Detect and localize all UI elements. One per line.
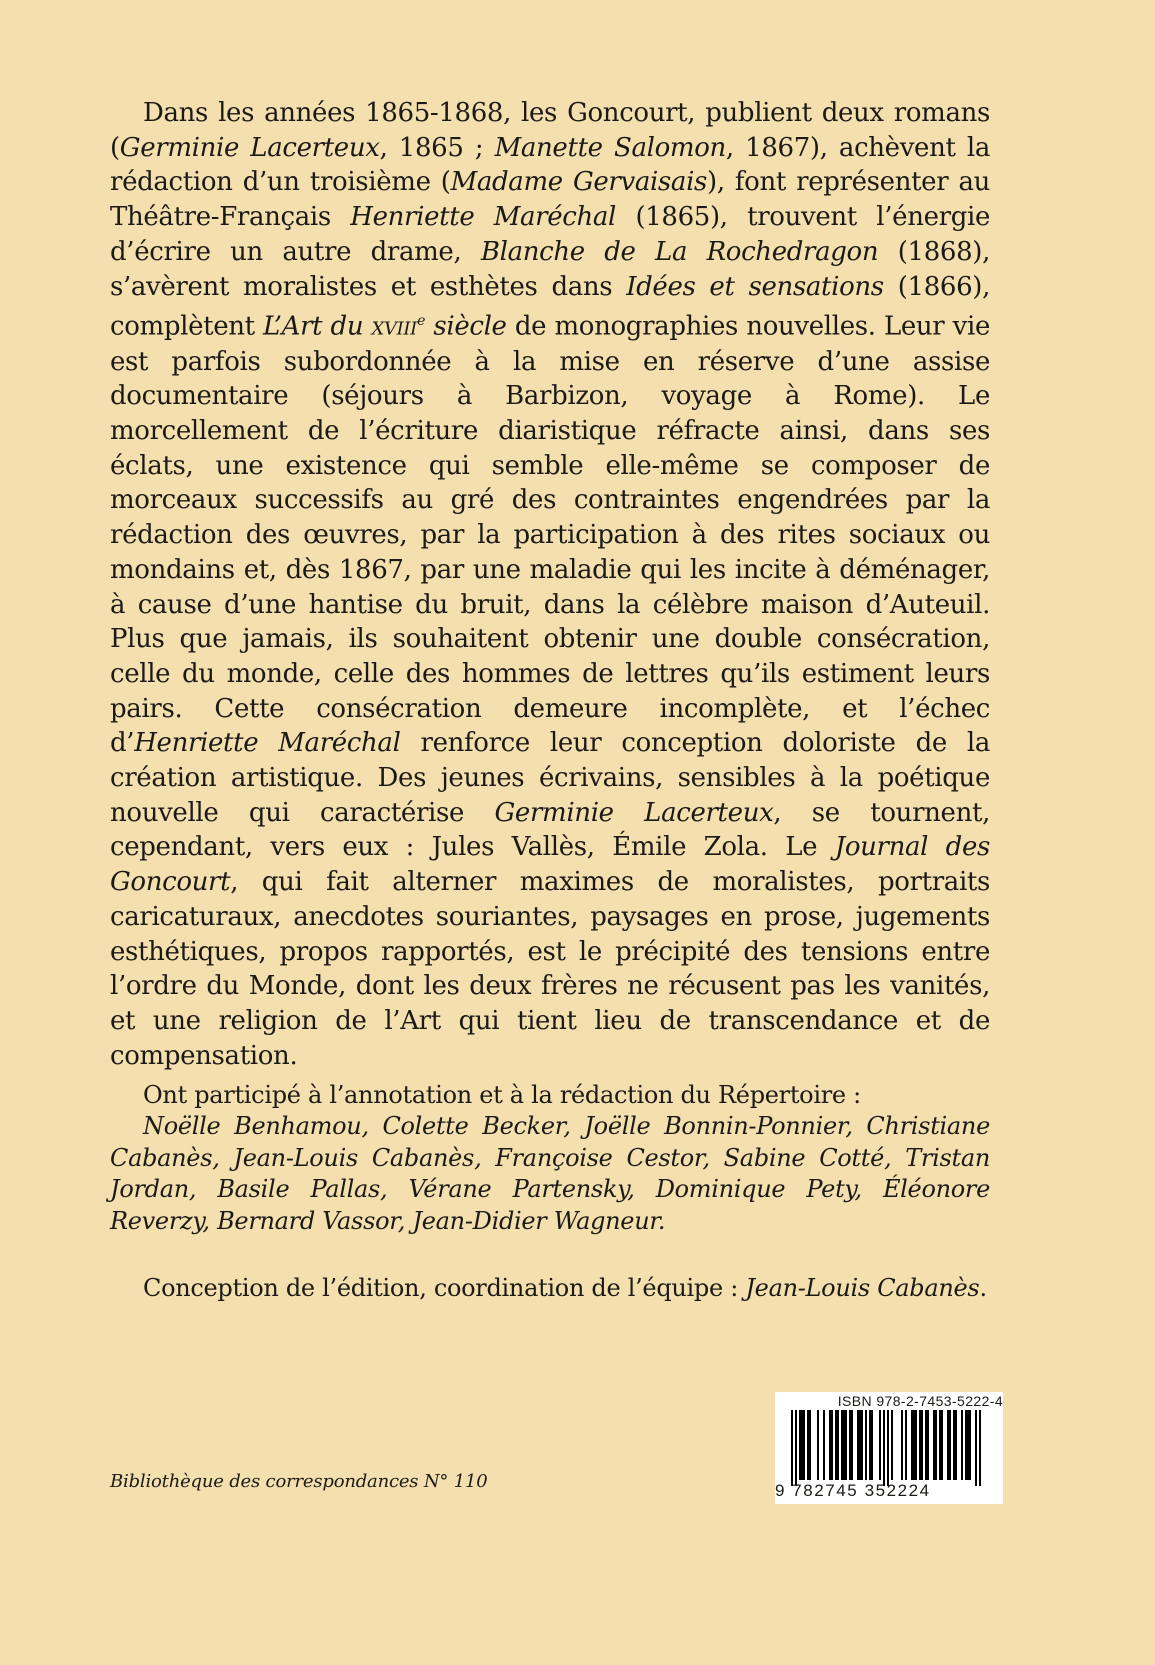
barcode-bar <box>829 1410 831 1480</box>
italic-title: Germinie Lacerteux <box>494 797 774 828</box>
barcode-bar <box>941 1410 943 1480</box>
italic-title: Manette Salomon <box>494 132 726 163</box>
barcode-bar <box>831 1410 833 1480</box>
body-text: de monographies nouvelles. Leur vie est parfois subordonnée à la mise en réserve d’une assise documentaire (séjours à Barbizon, voyage à Rome). Le morcellement de l’écriture diaristique réfracte ainsi, dans ses éclats, une existence qui semble elle-même se composer de morceaux successifs au gré des contraintes engendrées par la rédaction des œuvres, par la participation à des rites sociaux ou mondains et, dès 1867, par une maladie qui les incite à déménager, à cause d’une hantise du bruit, dans la célèbre maison d’Auteuil. Plus que jamais, ils souhaitent obtenir une double consécration, celle du monde, celle des hommes de lettres qu’ils estiment leurs pairs. Cette consécration demeure incomplète, et l’échec d’ <box>110 311 991 759</box>
barcode-bar <box>935 1410 937 1480</box>
barcode-bar <box>841 1410 843 1480</box>
italic-title: Idées et sensations <box>626 271 884 302</box>
body-text: (1866), complètent <box>110 271 990 342</box>
barcode-bar <box>861 1410 863 1480</box>
contributors-block <box>110 1080 990 1237</box>
italic-title: Madame Gervaisais <box>450 167 708 198</box>
barcode-bar <box>979 1410 981 1486</box>
italic-title: L’Art du xviii <box>263 311 417 342</box>
barcode-bar <box>845 1410 847 1480</box>
isbn-barcode <box>775 1392 1003 1504</box>
barcode-digits: 9 782745 352224 <box>775 1481 931 1500</box>
body-text: , 1865 ; <box>379 132 495 163</box>
barcode-bar <box>817 1410 819 1480</box>
barcode-bar <box>965 1410 967 1480</box>
barcode-bar <box>883 1410 885 1486</box>
barcode-bar <box>823 1410 825 1480</box>
barcode-bar <box>915 1410 917 1480</box>
main-content <box>110 96 990 1073</box>
barcode-bar <box>939 1410 941 1480</box>
barcode-bar <box>949 1410 951 1480</box>
barcode-bar <box>967 1410 969 1480</box>
conception-label: Conception de l’édition, coordination de l’équipe : <box>143 1274 746 1302</box>
barcode-bar <box>801 1410 803 1480</box>
body-text: , qui fait alterner maximes de moralistes, portraits caricaturaux, anecdotes souriantes, paysages en prose, jugements esthétiques, propos rapportés, est le précipité des tensions entre l’ordre du Monde, dont les deux frères ne récusent pas les vanités, et une religion de l’Art qui tient lieu de transcendance et de compensation. <box>110 867 990 1071</box>
barcode-bar <box>795 1410 797 1486</box>
body-text: , se tournent, cependant, vers eux : Jules Vallès, Émile Zola. Le <box>110 797 990 863</box>
barcode-bar <box>851 1410 853 1480</box>
barcode-bar <box>921 1410 923 1480</box>
conception-name: Jean-Louis Cabanès <box>745 1274 980 1302</box>
century-numeral: xviii <box>371 311 417 342</box>
conception-credit <box>143 1273 993 1304</box>
italic-title: Journal des Goncourt <box>110 832 990 898</box>
body-text: ), font représenter au Théâtre-Français <box>110 167 991 233</box>
barcode-bar <box>911 1410 913 1480</box>
body-text: , 1867), achèvent la rédaction d’un troisième ( <box>110 132 991 198</box>
barcode-bar <box>953 1410 955 1480</box>
italic-title: Henriette Maréchal <box>134 728 401 759</box>
barcode-bar <box>961 1410 963 1480</box>
barcode-bar <box>857 1410 859 1480</box>
barcode-bar <box>891 1410 893 1480</box>
main-paragraph <box>110 96 990 1073</box>
italic-title: Henriette Maréchal <box>350 202 617 233</box>
barcode-bar <box>975 1410 977 1486</box>
italic-title: Germinie Lacerteux <box>119 132 380 163</box>
barcode-bar <box>933 1410 935 1480</box>
barcode-bar <box>955 1410 957 1480</box>
barcode-bar <box>837 1410 839 1480</box>
barcode-bar <box>901 1410 903 1480</box>
barcode-bar <box>799 1410 801 1480</box>
barcode-bar <box>865 1410 867 1480</box>
barcode-bar <box>835 1410 837 1480</box>
italic-title: Blanche de La Rochedragon <box>480 236 879 267</box>
barcode-bar <box>919 1410 921 1480</box>
contributors-intro: Ont participé à l’annotation et à la rédaction du Répertoire : <box>143 1081 861 1109</box>
barcode-bar <box>807 1410 809 1480</box>
barcode-bar <box>879 1410 881 1480</box>
isbn-label: ISBN 978-2-7453-5222-4 <box>837 1393 1003 1409</box>
barcode-bar <box>871 1410 873 1480</box>
barcode-bar <box>849 1410 851 1480</box>
barcode-bar <box>927 1410 929 1480</box>
barcode-bar <box>925 1410 927 1480</box>
barcode-bar <box>869 1410 871 1480</box>
body-text: (1865), trouvent l’énergie d’écrire un autre drame, <box>110 202 991 267</box>
superscript-e: e <box>416 313 426 330</box>
series-title: Bibliothèque des correspondances N° 110 <box>110 1471 488 1492</box>
italic-title: siècle <box>425 311 507 342</box>
barcode-bar <box>913 1410 915 1480</box>
barcode-bar <box>905 1410 907 1480</box>
barcode-bar <box>887 1410 889 1486</box>
conception-end: . <box>979 1274 987 1302</box>
barcode-bar <box>947 1410 949 1480</box>
contributors-names: Noëlle Benhamou, Colette Becker, Joëlle Bonnin-Ponnier, Christiane Cabanès, Jean-Louis Cabanès, Françoise Cestor, Sabine Cotté, Tristan Jordan, Basile Pallas, Vérane Partensky, Dominique Pety, Éléonore Reverzy, Bernard Vassor, Jean-Didier Wagneur. <box>110 1112 990 1235</box>
barcode-bar <box>803 1410 805 1480</box>
barcode-bar <box>809 1410 811 1480</box>
body-text: Dans les années 1865-1868, les Goncourt, publient deux romans ( <box>110 98 990 163</box>
barcode-bars <box>775 1410 1003 1486</box>
body-text: renforce leur conception doloriste de la création artistique. Des jeunes écrivains, sensibles à la poétique nouvelle qui caractérise <box>110 728 990 828</box>
barcode-bar <box>859 1410 861 1480</box>
barcode-bar <box>969 1410 971 1480</box>
body-text: (1868), s’avèrent moralistes et esthètes dans <box>110 236 991 302</box>
barcode-bar <box>843 1410 845 1480</box>
barcode-bar <box>791 1410 793 1486</box>
